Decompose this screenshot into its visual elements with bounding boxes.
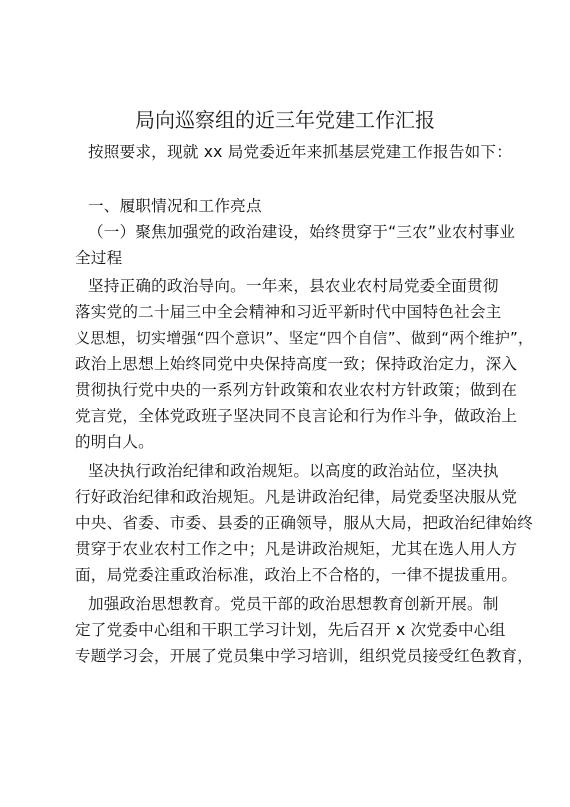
paragraph-2-line-2: 行好政治纪律和政治规矩。凡是讲政治纪律，局党委坚决服从党 <box>75 488 518 506</box>
paragraph-1-line-1: 坚持正确的政治导向。一年来，县农业农村局党委全面贯彻 <box>88 277 499 295</box>
intro-text: 按照要求，现就 xx 局党委近年来抓基层党建工作报告如下： <box>88 143 513 161</box>
paragraph-3-line-1: 加强政治思想教育。党员干部的政治思想教育创新开展。制 <box>88 595 499 613</box>
document-title: 局向巡察组的近三年党建工作汇报 <box>135 108 435 132</box>
paragraph-3-line-3: 专题学习会，开展了党员集中学习培训，组织党员接受红色教育， <box>75 647 534 665</box>
paragraph-3-line-2: 定了党委中心组和干职工学习计划，先后召开 x 次党委中心组 <box>75 621 506 639</box>
paragraph-1-line-6: 党言党，全体党政班子坚决同不良言论和行为作斗争，做政治上 <box>75 407 518 425</box>
paragraph-2-line-1: 坚决执行政治纪律和政治规矩。以高度的政治站位，坚决执 <box>88 462 499 480</box>
paragraph-2-line-3: 中央、省委、市委、县委的正确领导，服从大局，把政治纪律始终 <box>75 514 534 532</box>
paragraph-1-line-7: 的明白人。 <box>75 433 154 451</box>
paragraph-1-line-3: 义思想，切实增强“四个意识”、坚定“四个自信”、做到“两个维护”， <box>75 329 534 347</box>
paragraph-2-line-5: 面，局党委注重政治标准，政治上不合格的，一律不提拔重用。 <box>75 566 518 584</box>
subsection-heading-line-2: 全过程 <box>75 249 123 267</box>
paragraph-1-line-5: 贯彻执行党中央的一系列方针政策和农业农村方针政策；做到在 <box>75 381 518 399</box>
section-heading: 一、履职情况和工作亮点 <box>88 197 262 215</box>
paragraph-1-line-4: 政治上思想上始终同党中央保持高度一致；保持政治定力，深入 <box>75 355 518 373</box>
subsection-heading-line-1: （一）聚焦加强党的政治建设，始终贯穿于“三农”业农村事业 <box>88 223 516 241</box>
paragraph-1-line-2: 落实党的二十届三中全会精神和习近平新时代中国特色社会主 <box>75 303 502 321</box>
paragraph-2-line-4: 贯穿于农业农村工作之中；凡是讲政治规矩，尤其在选人用人方 <box>75 540 518 558</box>
